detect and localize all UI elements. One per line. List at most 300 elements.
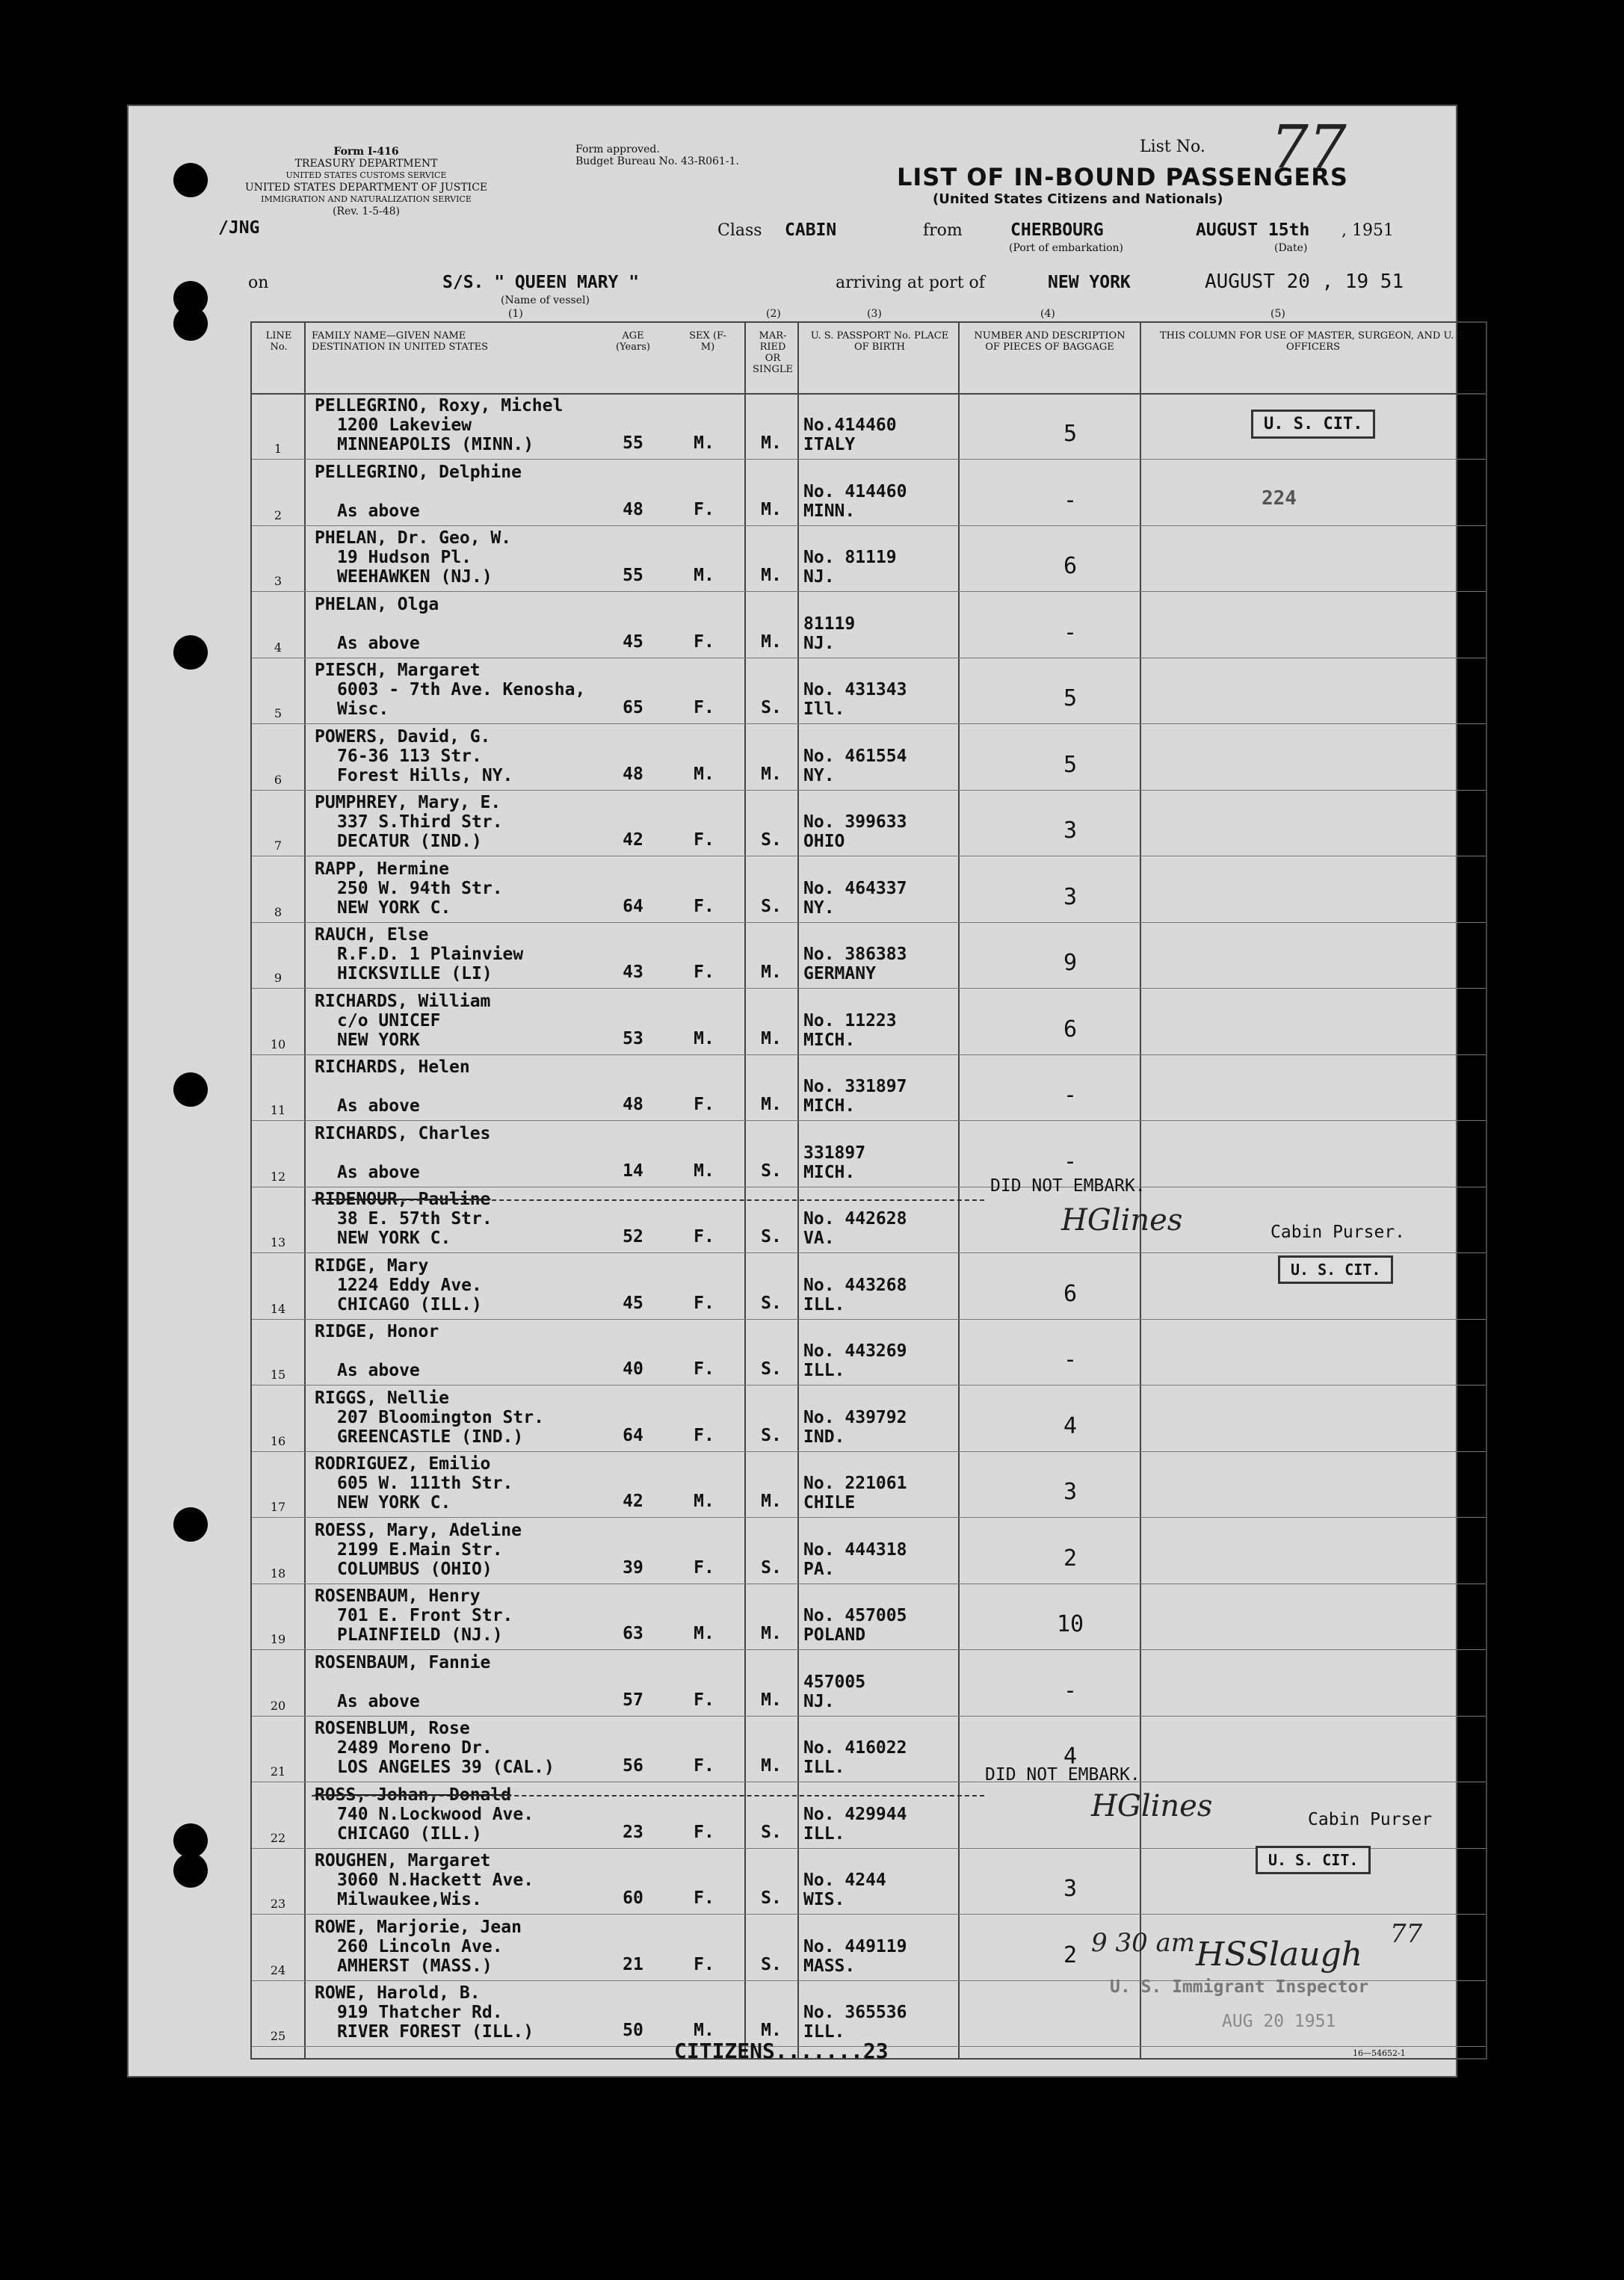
passport-block: [803, 1077, 907, 1116]
form-code: 16—54652-1: [1353, 2048, 1406, 2058]
passenger-address: WEEHAWKEN (NJ.): [337, 567, 493, 587]
purser-signature-13: HGlines: [1061, 1203, 1183, 1238]
table-row: [252, 658, 1486, 724]
passenger-address: NEW YORK C.: [337, 898, 451, 918]
passenger-sex: F.: [694, 1822, 714, 1842]
passenger-sex: F.: [694, 1095, 714, 1114]
baggage-count: 5: [1063, 751, 1078, 778]
passenger-sex: F.: [694, 698, 714, 717]
inspector-date-stamp: AUG 20 1951: [1222, 2012, 1336, 2031]
table-row: [252, 1584, 1486, 1650]
passenger-name-block: [315, 1124, 490, 1182]
baggage-count: 3: [1063, 818, 1078, 844]
departure-year: , 1951: [1342, 221, 1394, 240]
table-row: [252, 922, 1486, 989]
line-number: 15: [270, 1368, 286, 1382]
baggage-count: 3: [1063, 1479, 1078, 1505]
marital-status: S.: [761, 1425, 782, 1445]
from-value: CHERBOURG: [1010, 220, 1104, 240]
marital-status: M.: [761, 1690, 782, 1710]
header-officers: THIS COLUMN FOR USE OF MASTER, SURGEON, AND U. S. OFFICERS: [1159, 330, 1467, 353]
passenger-name-block: [315, 1322, 439, 1380]
passenger-age: 40: [623, 1359, 643, 1379]
passenger-address: 6003 - 7th Ave. Kenosha,: [337, 680, 586, 699]
clerk-initials: /JNG: [218, 218, 260, 238]
passenger-name: ROWE, Marjorie, Jean: [315, 1917, 522, 1937]
justice-dept: UNITED STATES DEPARTMENT OF JUSTICE: [244, 182, 488, 194]
table-row: [252, 989, 1486, 1055]
passenger-sex: F.: [694, 499, 714, 519]
place-of-birth: MASS.: [803, 1956, 856, 1976]
line-number: 17: [270, 1500, 286, 1514]
passport-block: [803, 1672, 865, 1711]
place-of-birth: NY.: [803, 898, 835, 918]
passenger-address: [315, 614, 439, 634]
table-row: [252, 856, 1486, 923]
marital-status: M.: [761, 1492, 782, 1511]
line-number: 8: [274, 904, 282, 919]
passport-number: No. 443268: [803, 1275, 907, 1295]
passenger-sex: F.: [694, 1293, 714, 1313]
table-header: [252, 323, 1486, 395]
passenger-age: 53: [623, 1028, 643, 1048]
table-row: [252, 1319, 1486, 1385]
passenger-age: 50: [623, 2021, 643, 2040]
place-of-birth: OHIO: [803, 832, 845, 851]
passenger-address: 605 W. 111th Str.: [337, 1474, 513, 1493]
baggage-count: 2: [1063, 1545, 1078, 1572]
passenger-name-block: [315, 1587, 513, 1645]
struck-line: [312, 1199, 984, 1201]
passport-number: No. 443269: [803, 1341, 907, 1361]
ins-service: IMMIGRATION AND NATURALIZATION SERVICE: [261, 194, 472, 204]
line-number: 6: [274, 772, 282, 787]
passport-number: No. 414460: [803, 481, 907, 501]
marital-status: M.: [761, 499, 782, 519]
binder-hole: [173, 1853, 208, 1888]
marital-status: M.: [761, 433, 782, 453]
us-cit-stamp: U. S. CIT.: [1251, 410, 1375, 439]
inspector-stamp: U. S. Immigrant Inspector: [1110, 1977, 1369, 1997]
passenger-address: CHICAGO (ILL.): [337, 1294, 482, 1314]
passport-number: No. 444318: [803, 1539, 907, 1560]
place-of-birth: IND.: [803, 1427, 845, 1447]
passenger-name: ROSENBLUM, Rose: [315, 1719, 470, 1738]
passenger-age: 48: [623, 499, 643, 519]
line-number: 18: [270, 1566, 286, 1581]
line-number: 25: [270, 2029, 286, 2043]
line-number: 1: [274, 442, 282, 456]
header-line-no: LINE No.: [265, 330, 292, 353]
passenger-sex: F.: [694, 830, 714, 850]
passenger-address: Wisc.: [337, 699, 389, 719]
passenger-sex: F.: [694, 1425, 714, 1445]
passport-block: [803, 747, 907, 785]
passport-block: [803, 1209, 907, 1248]
baggage-count: 6: [1063, 1280, 1078, 1307]
passenger-address: [315, 1341, 439, 1361]
passenger-address: 38 E. 57th Str.: [337, 1209, 493, 1229]
passenger-name: RIDGE, Honor: [315, 1322, 439, 1341]
line-number: 14: [270, 1301, 286, 1316]
marital-status: S.: [761, 830, 782, 850]
passenger-sex: M.: [694, 1492, 714, 1511]
table-row: [252, 460, 1486, 526]
baggage-count: 3: [1063, 883, 1078, 910]
binder-hole: [173, 1507, 208, 1542]
header-baggage: NUMBER AND DESCRIPTION OF PIECES OF BAGGAGE: [974, 330, 1126, 353]
passenger-name: ROWE, Harold, B.: [315, 1983, 481, 2003]
passenger-sex: F.: [694, 963, 714, 982]
passport-number: No. 449119: [803, 1936, 907, 1956]
passenger-age: 43: [623, 963, 643, 982]
passenger-address: As above: [337, 501, 420, 521]
passenger-address: MINNEAPOLIS (MINN.): [337, 435, 534, 454]
baggage-count: -: [1063, 1677, 1078, 1704]
document-subtitle: (United States Citizens and Nationals): [933, 191, 1223, 207]
baggage-count: 6: [1063, 553, 1078, 579]
passenger-age: 64: [623, 1425, 643, 1445]
passenger-name-block: [315, 1190, 493, 1248]
table-row: [252, 1782, 1486, 1849]
treasury-dept: TREASURY DEPARTMENT: [294, 158, 438, 170]
header-passport: U. S. PASSPORT No. PLACE OF BIRTH: [810, 330, 949, 353]
passenger-sex: F.: [694, 1756, 714, 1776]
approval-block: [575, 143, 739, 167]
passenger-name: POWERS, David, G.: [315, 726, 491, 747]
marital-status: S.: [761, 1161, 782, 1181]
passport-block: [803, 415, 897, 454]
passenger-address: 2489 Moreno Dr.: [337, 1738, 493, 1758]
line-number: 3: [274, 574, 282, 588]
place-of-birth: WIS.: [803, 1890, 845, 1909]
baggage-count: 6: [1063, 1016, 1078, 1042]
passenger-name-block: [315, 595, 439, 653]
cabin-purser-22: Cabin Purser: [1308, 1810, 1433, 1829]
baggage-count: -: [1063, 619, 1078, 646]
did-not-embark-22: DID NOT EMBARK.: [985, 1765, 1140, 1785]
place-of-birth: MICH.: [803, 1096, 856, 1116]
form-number: Form I-416: [333, 146, 399, 158]
passport-block: [803, 945, 907, 983]
passenger-address: 919 Thatcher Rd.: [337, 2003, 503, 2022]
baggage-count: -: [1063, 1082, 1078, 1108]
passenger-name-block: [315, 1851, 534, 1909]
inspector-signature: HSSlaugh: [1196, 1935, 1363, 1974]
line-number: 16: [270, 1433, 286, 1448]
passenger-age: 57: [623, 1690, 643, 1710]
marital-status: M.: [761, 963, 782, 982]
passport-block: [803, 1870, 886, 1909]
passenger-address: R.F.D. 1 Plainview: [337, 945, 524, 964]
line-number: 22: [270, 1830, 286, 1845]
marital-status: M.: [761, 1756, 782, 1776]
vessel-caption: (Name of vessel): [501, 294, 590, 306]
passenger-age: 52: [623, 1227, 643, 1246]
passenger-address: [315, 482, 522, 501]
baggage-count: 9: [1063, 950, 1078, 976]
marital-status: S.: [761, 1293, 782, 1313]
place-of-birth: ITALY: [803, 435, 856, 454]
arrival-date: AUGUST 20 , 19 51: [1205, 271, 1404, 293]
passenger-age: 14: [623, 1161, 643, 1181]
column-marker-1: (1): [508, 308, 523, 320]
table-row: [252, 724, 1486, 791]
binder-hole: [173, 1072, 208, 1107]
passport-number: No.414460: [803, 415, 897, 435]
passenger-name-block: [315, 1388, 544, 1447]
passenger-name-block: [315, 793, 503, 851]
departure-date: AUGUST 15th: [1196, 220, 1310, 240]
table-row: [252, 1385, 1486, 1452]
passenger-name-block: [315, 528, 511, 587]
place-of-birth: ILL.: [803, 1758, 845, 1777]
us-cit-stamp-23: U. S. CIT.: [1256, 1846, 1371, 1874]
passport-number: No. 442628: [803, 1209, 907, 1229]
marital-status: M.: [761, 1624, 782, 1643]
passport-block: [803, 1474, 907, 1513]
passenger-name-block: [315, 1454, 513, 1513]
passport-number: No. 4244: [803, 1870, 886, 1890]
baggage-count: -: [1063, 1148, 1078, 1175]
handwritten-224: 224: [1262, 487, 1297, 510]
passenger-address: LOS ANGELES 39 (CAL.): [337, 1758, 555, 1777]
place-of-birth: NJ.: [803, 567, 835, 587]
class-value: CABIN: [785, 220, 837, 240]
passport-number: 457005: [803, 1672, 866, 1692]
passport-block: [803, 1540, 907, 1579]
place-of-birth: CHILE: [803, 1493, 856, 1513]
passenger-age: 55: [623, 566, 643, 585]
header-married: MAR-RIED OR SINGLE: [753, 330, 793, 375]
passport-number: No. 457005: [803, 1606, 907, 1625]
column-marker-2: (2): [766, 308, 781, 320]
passenger-sex: F.: [694, 1359, 714, 1379]
marital-status: M.: [761, 764, 782, 784]
passenger-name: RAUCH, Else: [315, 925, 429, 945]
passenger-address: As above: [337, 1691, 420, 1711]
struck-line: [312, 1795, 984, 1796]
passport-number: No. 365536: [803, 2003, 907, 2022]
passenger-table: [250, 321, 1487, 2060]
marital-status: S.: [761, 1557, 782, 1578]
passport-block: [803, 2003, 907, 2042]
baggage-count: 5: [1063, 421, 1078, 447]
passenger-address: AMHERST (MASS.): [337, 1956, 493, 1976]
line-number: 10: [270, 1036, 286, 1051]
table-row: [252, 1716, 1486, 1782]
baggage-count: 10: [1056, 1611, 1084, 1637]
passenger-sex: M.: [694, 1028, 714, 1048]
passport-block: [803, 1276, 907, 1314]
corner-77: 77: [1390, 1919, 1423, 1949]
passport-block: [803, 548, 897, 587]
did-not-embark-13: DID NOT EMBARK.: [990, 1176, 1146, 1196]
passenger-address: 740 N.Lockwood Ave.: [337, 1804, 534, 1824]
baggage-count: 3: [1063, 1876, 1078, 1902]
marital-status: M.: [761, 566, 782, 585]
passenger-sex: F.: [694, 1227, 714, 1246]
marital-status: M.: [761, 2021, 782, 2040]
passenger-sex: M.: [694, 1161, 714, 1181]
passenger-name-block: [315, 727, 513, 785]
passenger-name-block: [315, 1719, 555, 1777]
marital-status: S.: [761, 1954, 782, 1974]
passenger-address: 1200 Lakeview: [337, 415, 472, 435]
passenger-address: HICKSVILLE (LI): [337, 964, 493, 983]
passenger-address: As above: [337, 633, 420, 653]
purser-signature-22: HGlines: [1091, 1789, 1213, 1823]
binder-hole: [173, 635, 208, 670]
place-of-birth: NY.: [803, 765, 835, 785]
line-number: 24: [270, 1962, 286, 1977]
budget-bureau: Budget Bureau No. 43-R061-1.: [575, 155, 739, 167]
passenger-address: NEW YORK C.: [337, 1229, 451, 1248]
passenger-address: NEW YORK: [337, 1030, 420, 1050]
passenger-name-block: [315, 1057, 470, 1116]
passport-block: [803, 1937, 907, 1976]
passport-number: No. 221061: [803, 1474, 907, 1493]
passenger-sex: M.: [694, 1624, 714, 1643]
passenger-name: PHELAN, Olga: [315, 594, 439, 614]
passenger-name: RICHARDS, Charles: [315, 1123, 491, 1143]
passenger-name-block: [315, 859, 503, 918]
passenger-age: 63: [623, 1624, 643, 1643]
on-label: on: [248, 274, 269, 292]
place-of-birth: VA.: [803, 1229, 835, 1248]
column-marker-4: (4): [1040, 308, 1055, 320]
place-of-birth: NJ.: [803, 1691, 835, 1711]
place-of-birth: MICH.: [803, 1030, 856, 1050]
marital-status: M.: [761, 1095, 782, 1114]
passenger-address: 2199 E.Main Str.: [337, 1539, 503, 1560]
passenger-age: 42: [623, 1492, 643, 1511]
table-row: [252, 1187, 1486, 1253]
us-cit-stamp-14: U. S. CIT.: [1278, 1255, 1393, 1284]
passenger-sex: F.: [694, 1888, 714, 1908]
line-number: 7: [274, 838, 282, 853]
passenger-name: RAPP, Hermine: [315, 859, 450, 879]
passenger-address: GREENCASTLE (IND.): [337, 1427, 524, 1447]
passenger-sex: M.: [694, 2021, 714, 2040]
line-number: 21: [270, 1764, 286, 1779]
passenger-address: 76-36 113 Str.: [337, 746, 482, 766]
passenger-age: 48: [623, 1095, 643, 1114]
passenger-address: 260 Lincoln Ave.: [337, 1936, 503, 1956]
baggage-count: 5: [1063, 685, 1078, 711]
table-row: [252, 1121, 1486, 1187]
passenger-address: NEW YORK C.: [337, 1493, 451, 1513]
passport-number: No. 464337: [803, 878, 907, 898]
passenger-name: RODRIGUEZ, Emilio: [315, 1454, 491, 1474]
line-number: 9: [274, 971, 282, 985]
passenger-age: 48: [623, 764, 643, 784]
passenger-name-block: [315, 1918, 522, 1976]
date-caption: (Date): [1274, 242, 1308, 254]
binder-hole: [173, 163, 208, 197]
passenger-name: PUMPHREY, Mary, E.: [315, 793, 501, 812]
place-of-birth: ILL.: [803, 1823, 845, 1844]
passenger-age: 45: [623, 631, 643, 652]
passenger-name: ROSS, Johan, Donald: [315, 1785, 512, 1805]
line-number: 20: [270, 1698, 286, 1713]
passenger-name: PELLEGRINO, Roxy, Michel: [315, 396, 564, 415]
passenger-name: PELLEGRINO, Delphine: [315, 462, 522, 482]
table-row: [252, 525, 1486, 592]
passenger-address: 1224 Eddy Ave.: [337, 1275, 482, 1295]
line-number: 12: [270, 1169, 286, 1184]
passport-number: No. 439792: [803, 1407, 907, 1427]
passenger-address: As above: [337, 1096, 420, 1116]
passenger-name-block: [315, 925, 523, 983]
passport-block: [803, 614, 855, 653]
passport-number: No. 416022: [803, 1738, 907, 1758]
passenger-sex: F.: [694, 1954, 714, 1974]
from-label: from: [923, 221, 963, 240]
place-of-birth: POLAND: [803, 1625, 866, 1645]
passenger-age: 23: [623, 1822, 643, 1842]
passport-block: [803, 1143, 865, 1182]
place-of-birth: NJ.: [803, 633, 835, 653]
line-number: 23: [270, 1897, 286, 1911]
place-of-birth: ILL.: [803, 1294, 845, 1314]
passenger-name-block: [315, 992, 490, 1050]
header-sex: SEX (F-M): [689, 330, 726, 353]
passenger-address: 3060 N.Hackett Ave.: [337, 1870, 534, 1890]
passenger-name: PHELAN, Dr. Geo, W.: [315, 528, 512, 548]
citizens-total: CITIZENS.......23: [674, 2039, 889, 2063]
passport-number: No. 399633: [803, 812, 907, 832]
passenger-name: RICHARDS, William: [315, 991, 491, 1011]
passenger-name: RIDGE, Mary: [315, 1255, 429, 1276]
passenger-name-block: [315, 1256, 482, 1314]
marital-status: S.: [761, 1888, 782, 1908]
passenger-age: 55: [623, 433, 643, 453]
line-number: 5: [274, 706, 282, 720]
passport-number: 81119: [803, 614, 856, 634]
place-of-birth: MINN.: [803, 501, 856, 521]
passenger-name: ROSENBAUM, Henry: [315, 1587, 481, 1606]
passport-number: No. 429944: [803, 1804, 907, 1824]
passenger-address: [315, 1077, 470, 1096]
marital-status: S.: [761, 1359, 782, 1379]
passport-block: [803, 812, 907, 851]
place-of-birth: GERMANY: [803, 964, 876, 983]
arriving-label: arriving at port of: [836, 274, 985, 292]
passport-block: [803, 1341, 907, 1380]
marital-status: S.: [761, 1227, 782, 1246]
line-number: 4: [274, 640, 282, 655]
manifest-page: [127, 105, 1467, 2077]
passenger-sex: M.: [694, 433, 714, 453]
passenger-address: [315, 1672, 490, 1692]
passenger-address: 250 W. 94th Str.: [337, 878, 503, 898]
passenger-name: ROESS, Mary, Adeline: [315, 1520, 522, 1540]
baggage-count: 4: [1063, 1412, 1078, 1439]
table-row: [252, 1451, 1486, 1518]
passport-number: No. 386383: [803, 945, 907, 964]
passport-block: [803, 1805, 907, 1844]
table-row: [252, 790, 1486, 856]
passenger-address: 701 E. Front Str.: [337, 1606, 513, 1625]
passenger-name: ROUGHEN, Margaret: [315, 1851, 491, 1870]
passenger-sex: F.: [694, 1557, 714, 1578]
passenger-age: 42: [623, 830, 643, 850]
passenger-name: RIGGS, Nellie: [315, 1388, 450, 1408]
passport-number: No. 331897: [803, 1077, 907, 1096]
form-agency-block: [232, 146, 501, 217]
passenger-age: 39: [623, 1557, 643, 1578]
